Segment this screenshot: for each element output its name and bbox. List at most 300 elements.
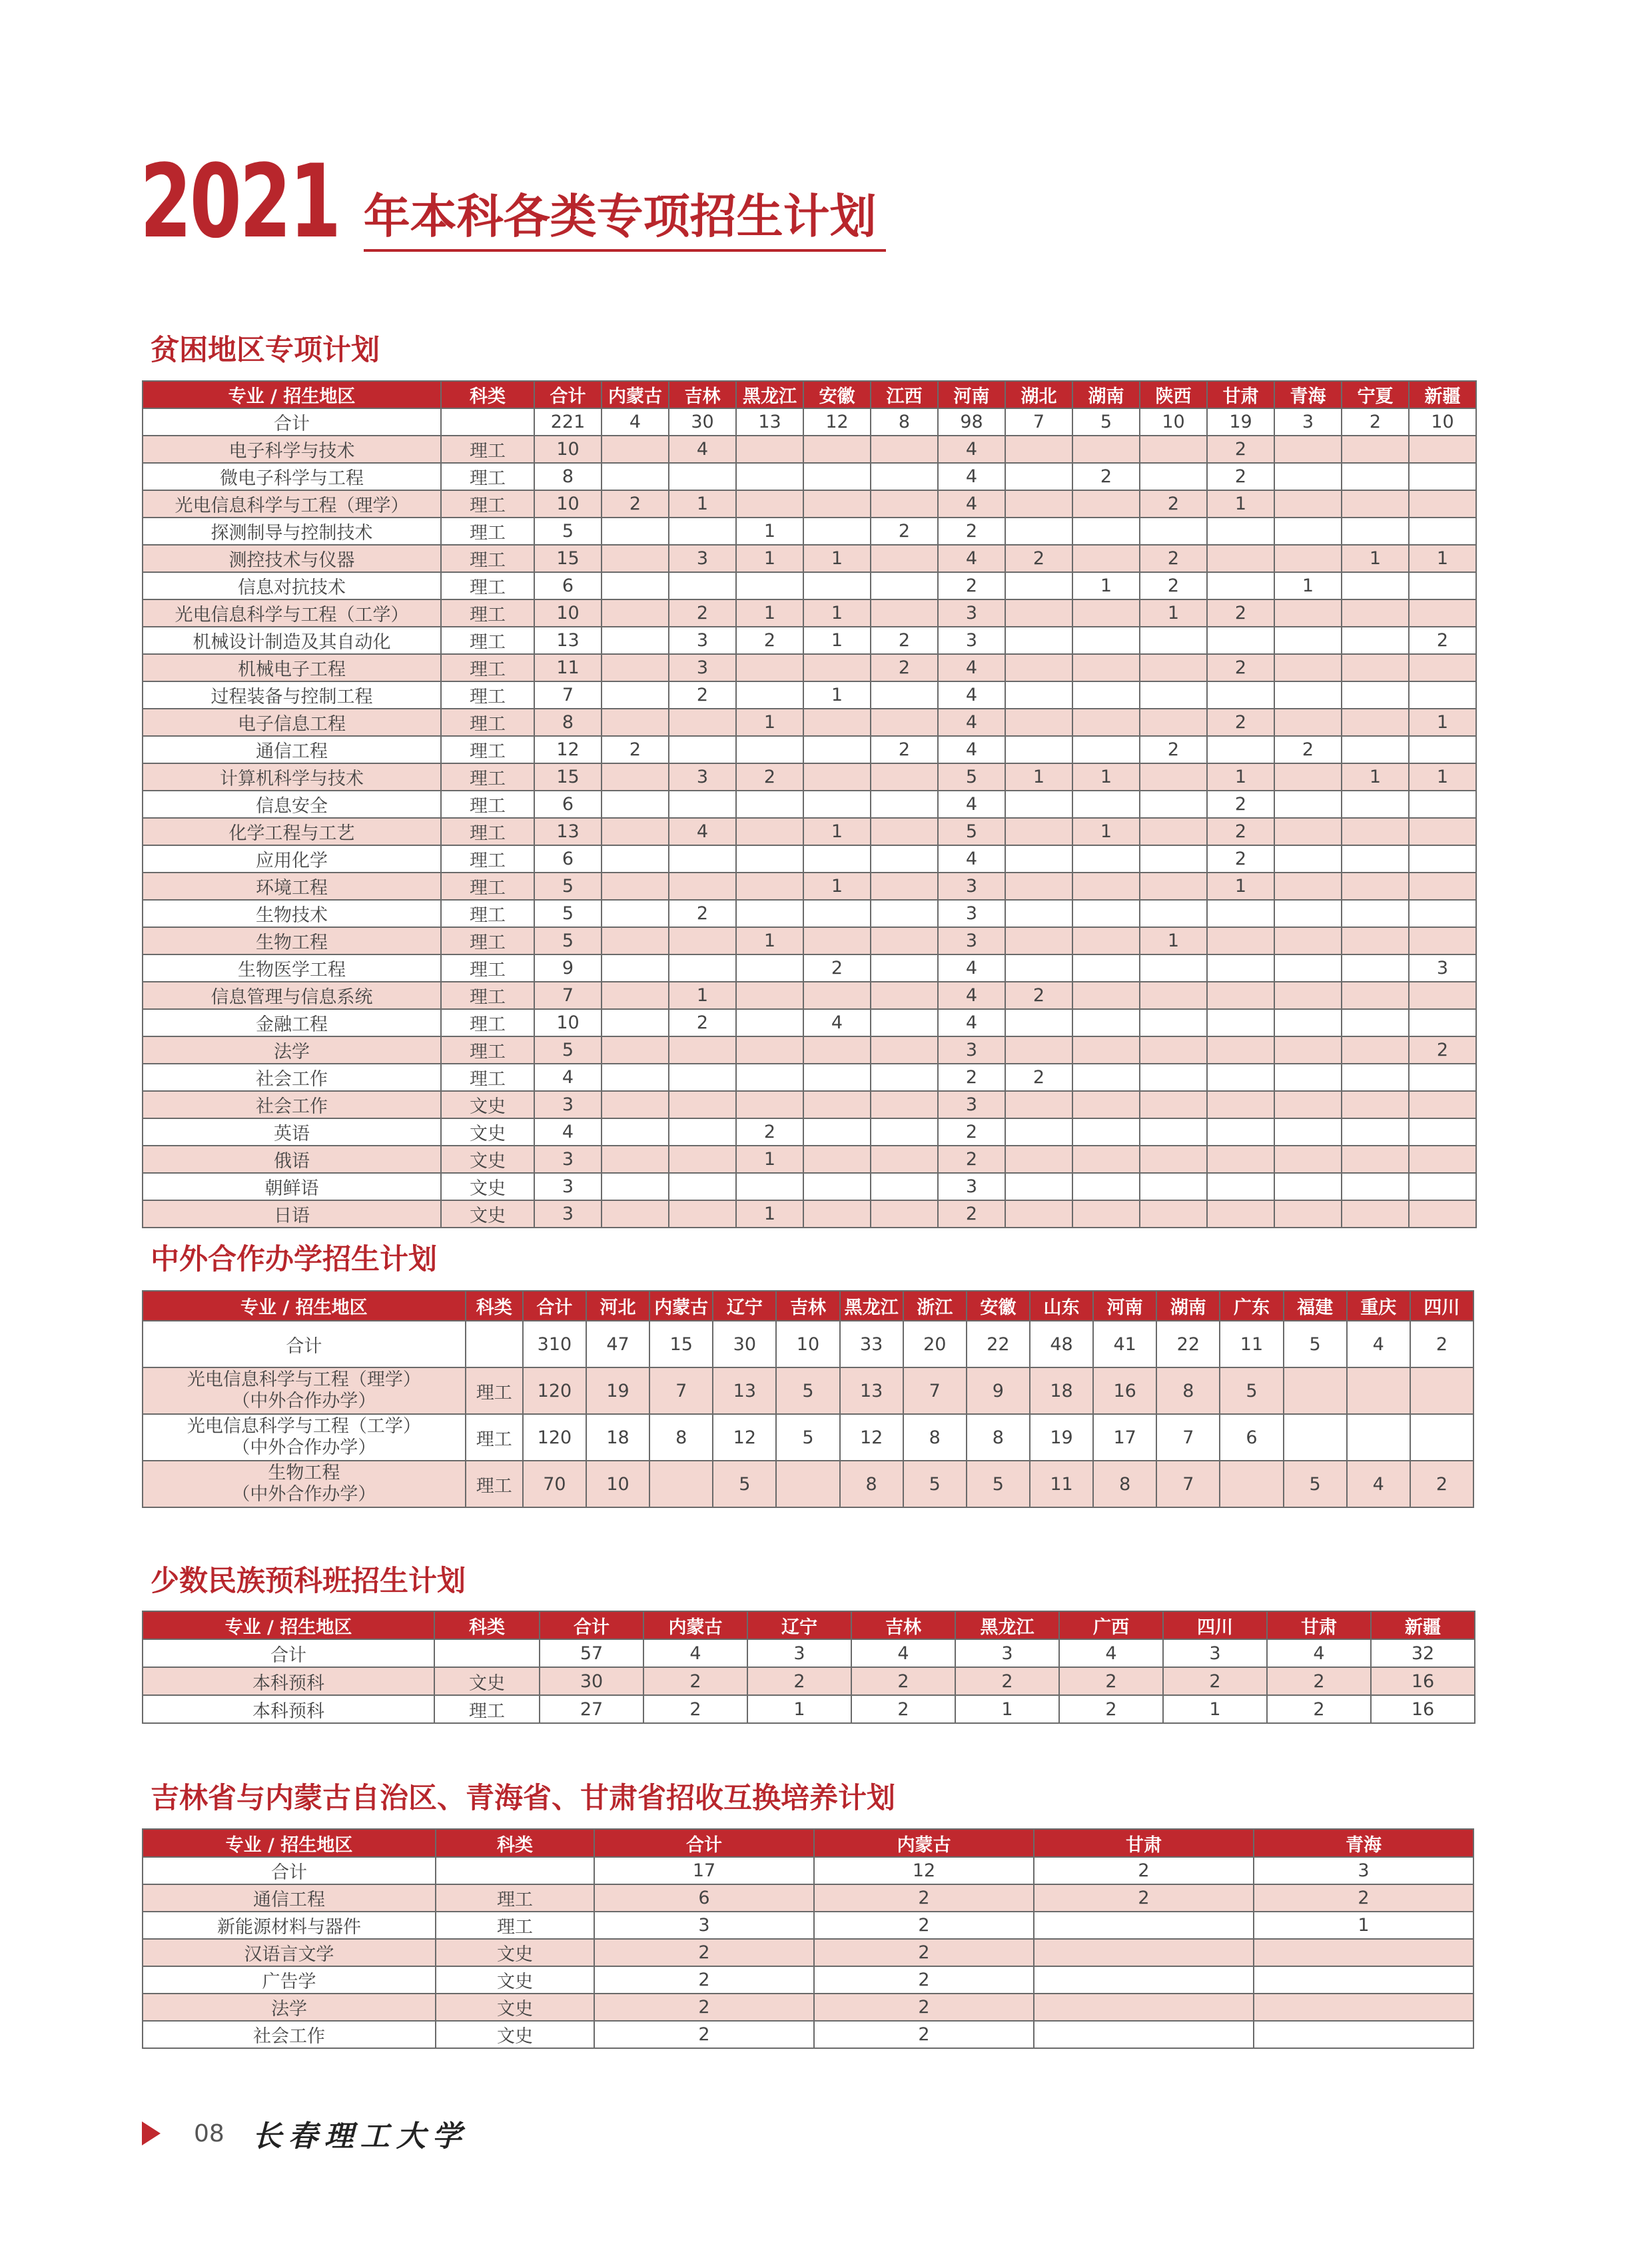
quota-cell: 120 [523,1367,586,1414]
quota-cell [1072,736,1140,763]
quota-cell [803,490,871,518]
quota-cell [1072,599,1140,627]
poverty-plan-table [142,380,1477,1228]
quota-cell [1342,627,1409,654]
column-header: 黑龙江 [840,1291,903,1321]
quota-cell [736,954,803,982]
table-row [143,599,1476,627]
quota-cell [1409,490,1476,518]
quota-cell: 2 [871,627,938,654]
quota-cell [871,1118,938,1146]
major-cell: 新能源材料与器件 [143,1912,436,1939]
quota-cell [1140,845,1207,873]
quota-cell: 1 [1072,572,1140,599]
quota-cell [669,463,736,490]
quota-cell: 1 [1342,545,1409,572]
table-row [143,1884,1473,1912]
quota-cell: 4 [534,1118,602,1146]
quota-cell: 1 [669,490,736,518]
quota-cell: 1 [1409,763,1476,791]
quota-cell [1284,1367,1347,1414]
quota-cell: 1 [1163,1695,1267,1723]
quota-cell [1409,463,1476,490]
quota-cell: 2 [1005,545,1072,572]
quota-cell: 3 [1254,1857,1473,1884]
quota-cell [871,709,938,736]
quota-cell [1072,709,1140,736]
quota-cell: 2 [1267,1667,1371,1695]
quota-cell [1207,954,1274,982]
quota-cell: 3 [938,627,1005,654]
quota-cell [1140,627,1207,654]
column-header: 甘肃 [1034,1829,1254,1857]
quota-cell [871,1036,938,1064]
quota-cell [1274,681,1342,709]
quota-cell [803,900,871,927]
category-cell: 文史 [441,1200,534,1228]
quota-cell [736,900,803,927]
quota-cell [871,954,938,982]
quota-cell [1207,927,1274,954]
quota-cell: 6 [534,845,602,873]
major-cell: 广告学 [143,1966,436,1994]
quota-cell: 1 [803,873,871,900]
quota-cell [871,490,938,518]
total-row [143,1321,1473,1367]
quota-cell [1274,818,1342,845]
quota-cell: 9 [534,954,602,982]
quota-cell [871,1009,938,1036]
quota-cell [1409,599,1476,627]
quota-cell [1072,927,1140,954]
category-cell: 理工 [441,873,534,900]
quota-cell [1342,490,1409,518]
quota-cell [1005,1036,1072,1064]
major-cell: 计算机科学与技术 [143,763,441,791]
quota-cell [1005,1091,1072,1118]
quota-cell: 12 [840,1414,903,1461]
quota-cell: 5 [938,818,1005,845]
quota-cell [1254,1994,1473,2021]
major-cell-line: 光电信息科学与工程（工学） [187,1416,421,1437]
quota-cell: 1 [1207,490,1274,518]
quota-cell [736,463,803,490]
quota-cell: 4 [938,490,1005,518]
quota-cell: 1 [1005,763,1072,791]
quota-cell [602,681,669,709]
quota-cell [1342,463,1409,490]
table-row [143,1091,1476,1118]
quota-cell: 4 [938,681,1005,709]
quota-cell [602,1173,669,1200]
quota-cell [1274,791,1342,818]
quota-cell: 2 [736,627,803,654]
table-row [143,572,1476,599]
quota-cell: 8 [840,1461,903,1507]
quota-cell [1005,791,1072,818]
column-header: 河南 [1093,1291,1156,1321]
quota-cell [1072,1091,1140,1118]
quota-cell: 4 [938,845,1005,873]
quota-cell: 2 [814,1884,1034,1912]
quota-cell: 2 [1034,1857,1254,1884]
major-cell: 合计 [143,408,441,436]
quota-cell [1274,599,1342,627]
quota-cell [1072,1146,1140,1173]
column-header: 宁夏 [1342,381,1409,408]
page-number: 08 [194,2119,224,2147]
column-header: 浙江 [903,1291,967,1321]
quota-cell: 1 [1409,709,1476,736]
quota-cell [1034,1994,1254,2021]
table-row [143,763,1476,791]
quota-cell: 1 [736,1200,803,1228]
quota-cell [1342,1009,1409,1036]
quota-cell [871,1091,938,1118]
table-row [143,709,1476,736]
category-cell: 文史 [436,1966,594,1994]
major-cell: 信息安全 [143,791,441,818]
quota-cell: 10 [534,436,602,463]
column-header: 辽宁 [713,1291,776,1321]
total-row [143,408,1476,436]
quota-cell: 2 [1163,1667,1267,1695]
major-cell-line: （中外合作办学） [232,1437,376,1458]
column-header: 福建 [1284,1291,1347,1321]
quota-cell [1409,1118,1476,1146]
quota-cell [1274,1200,1342,1228]
quota-cell [602,791,669,818]
quota-cell: 1 [803,599,871,627]
category-cell: 文史 [441,1173,534,1200]
quota-cell: 120 [523,1414,586,1461]
major-cell: 法学 [143,1036,441,1064]
quota-cell: 2 [1409,627,1476,654]
quota-cell: 2 [1207,845,1274,873]
column-header: 专业 / 招生地区 [143,1291,466,1321]
quota-cell: 1 [736,599,803,627]
quota-cell [1140,518,1207,545]
major-cell: 金融工程 [143,1009,441,1036]
quota-cell [1207,1118,1274,1146]
section-heading-sino-foreign: 中外合作办学招生计划 [151,1243,437,1276]
column-header: 科类 [441,381,534,408]
table-row [143,873,1476,900]
quota-cell: 2 [1342,408,1409,436]
quota-cell [1005,1146,1072,1173]
quota-cell [1207,982,1274,1009]
quota-cell: 3 [1409,954,1476,982]
quota-cell [803,845,871,873]
quota-cell [1207,681,1274,709]
quota-cell: 1 [1342,763,1409,791]
quota-cell: 4 [1347,1461,1410,1507]
quota-cell [669,736,736,763]
major-cell: 英语 [143,1118,441,1146]
category-cell: 理工 [441,763,534,791]
quota-cell: 4 [938,1009,1005,1036]
quota-cell [1207,1146,1274,1173]
quota-cell [736,982,803,1009]
quota-cell: 13 [840,1367,903,1414]
quota-cell [1005,463,1072,490]
quota-cell [602,900,669,927]
quota-cell [803,436,871,463]
quota-cell [736,873,803,900]
quota-cell: 2 [1207,654,1274,681]
quota-cell: 18 [586,1414,649,1461]
category-cell: 理工 [441,572,534,599]
major-cell: 通信工程 [143,1884,436,1912]
quota-cell [803,1118,871,1146]
quota-cell [669,791,736,818]
quota-cell [803,572,871,599]
quota-cell: 9 [967,1367,1030,1414]
quota-cell: 3 [669,545,736,572]
quota-cell: 4 [1059,1639,1163,1667]
major-cell: 机械设计制造及其自动化 [143,627,441,654]
quota-cell [602,436,669,463]
column-header: 吉林 [669,381,736,408]
quota-cell: 98 [938,408,1005,436]
quota-cell [1140,436,1207,463]
table-row [143,627,1476,654]
quota-cell [602,954,669,982]
quota-cell [1274,1091,1342,1118]
table-row [143,1667,1475,1695]
quota-cell [1409,518,1476,545]
category-cell: 理工 [441,1064,534,1091]
major-cell: 社会工作 [143,1091,441,1118]
category-cell: 理工 [441,845,534,873]
quota-cell [803,763,871,791]
quota-cell: 1 [1140,927,1207,954]
table-row [143,1173,1476,1200]
quota-cell: 2 [1207,818,1274,845]
quota-cell [1342,927,1409,954]
table-header-row [143,1829,1473,1857]
quota-cell: 3 [534,1173,602,1200]
column-header: 青海 [1254,1829,1473,1857]
table-row [143,463,1476,490]
quota-cell [1005,900,1072,927]
quota-cell [669,1146,736,1173]
category-cell: 理工 [441,927,534,954]
quota-cell: 19 [1207,408,1274,436]
quota-cell: 2 [871,518,938,545]
quota-cell: 16 [1371,1667,1475,1695]
category-cell: 理工 [441,463,534,490]
quota-cell: 2 [938,1118,1005,1146]
column-header: 黑龙江 [955,1611,1059,1639]
quota-cell: 3 [534,1091,602,1118]
quota-cell: 2 [938,518,1005,545]
major-cell-line: 生物工程 [268,1463,340,1483]
major-cell: 光电信息科学与工程（工学） [143,599,441,627]
quota-cell [803,1036,871,1064]
quota-cell: 2 [736,763,803,791]
quota-cell [871,681,938,709]
quota-cell [1342,709,1409,736]
quota-cell: 2 [1254,1884,1473,1912]
quota-cell [1410,1414,1473,1461]
quota-cell [736,791,803,818]
table-header-row [143,381,1476,408]
quota-cell [1409,654,1476,681]
quota-cell: 4 [669,818,736,845]
major-cell: 环境工程 [143,873,441,900]
quota-cell [1409,1009,1476,1036]
quota-cell: 3 [669,627,736,654]
quota-cell: 4 [602,408,669,436]
quota-cell [1409,818,1476,845]
table-row [143,1414,1473,1461]
quota-cell: 5 [534,873,602,900]
quota-cell: 310 [523,1321,586,1367]
quota-cell [1207,900,1274,927]
category-cell [466,1321,523,1367]
quota-cell: 2 [938,572,1005,599]
quota-cell [871,1173,938,1200]
quota-cell [736,845,803,873]
quota-cell [1207,518,1274,545]
quota-cell: 8 [903,1414,967,1461]
quota-cell [1342,654,1409,681]
category-cell: 理工 [441,654,534,681]
column-header: 专业 / 招生地区 [143,381,441,408]
quota-cell [1005,490,1072,518]
quota-cell [669,1064,736,1091]
section-heading-poverty: 贫困地区专项计划 [151,334,380,367]
quota-cell [803,1146,871,1173]
major-cell: 通信工程 [143,736,441,763]
quota-cell: 4 [938,654,1005,681]
quota-cell: 2 [938,1200,1005,1228]
quota-cell [602,845,669,873]
quota-cell [1005,709,1072,736]
quota-cell [1140,1036,1207,1064]
quota-cell [1274,627,1342,654]
table-row [143,736,1476,763]
column-header: 合计 [534,381,602,408]
quota-cell: 3 [955,1639,1059,1667]
quota-cell [1342,982,1409,1009]
quota-cell [1072,791,1140,818]
major-cell: 信息对抗技术 [143,572,441,599]
quota-cell: 8 [871,408,938,436]
quota-cell [1410,1367,1473,1414]
quota-cell: 2 [602,736,669,763]
quota-cell: 2 [1267,1695,1371,1723]
quota-cell [1207,736,1274,763]
quota-cell: 3 [747,1639,851,1667]
quota-cell: 1 [1409,545,1476,572]
table-row [143,1200,1476,1228]
quota-cell: 4 [938,736,1005,763]
quota-cell: 6 [534,791,602,818]
quota-cell: 2 [747,1667,851,1695]
table-row [143,436,1476,463]
quota-cell [1072,1173,1140,1200]
quota-cell: 2 [1410,1321,1473,1367]
total-row [143,1857,1473,1884]
column-header: 广东 [1220,1291,1283,1321]
quota-cell [1409,1173,1476,1200]
quota-cell: 4 [938,982,1005,1009]
category-cell: 理工 [466,1461,523,1507]
quota-cell [1072,1200,1140,1228]
quota-cell: 13 [534,627,602,654]
column-header: 湖北 [1005,381,1072,408]
quota-cell [1409,1064,1476,1091]
quota-cell: 2 [814,2021,1034,2048]
column-header: 专业 / 招生地区 [143,1611,434,1639]
quota-cell [1274,927,1342,954]
quota-cell: 7 [534,982,602,1009]
table-row [143,1367,1473,1414]
quota-cell: 10 [534,599,602,627]
quota-cell [736,436,803,463]
major-cell: 合计 [143,1857,436,1884]
quota-cell [1005,518,1072,545]
quota-cell [871,845,938,873]
quota-cell: 1 [1274,572,1342,599]
major-cell: 合计 [143,1639,434,1667]
quota-cell: 8 [1156,1367,1220,1414]
table-row [143,1461,1473,1507]
quota-cell [803,1091,871,1118]
quota-cell [602,518,669,545]
quota-cell: 5 [534,518,602,545]
quota-cell: 1 [747,1695,851,1723]
quota-cell: 2 [814,1966,1034,1994]
quota-cell [1342,599,1409,627]
quota-cell: 1 [1140,599,1207,627]
quota-cell: 2 [1207,791,1274,818]
quota-cell: 1 [803,818,871,845]
quota-cell [1005,1118,1072,1146]
column-header: 吉林 [776,1291,839,1321]
table-row [143,1146,1476,1173]
category-cell: 理工 [441,545,534,572]
quota-cell: 2 [871,736,938,763]
quota-cell [1274,845,1342,873]
quota-cell [1140,763,1207,791]
column-header: 内蒙古 [649,1291,713,1321]
quota-cell [871,927,938,954]
column-header: 甘肃 [1267,1611,1371,1639]
column-header: 广西 [1059,1611,1163,1639]
quota-cell [1034,1966,1254,1994]
quota-cell [1005,681,1072,709]
major-cell: 生物医学工程 [143,954,441,982]
quota-cell [1005,572,1072,599]
quota-cell [1005,627,1072,654]
quota-cell: 12 [713,1414,776,1461]
column-header: 甘肃 [1207,381,1274,408]
quota-cell [602,709,669,736]
quota-cell: 48 [1030,1321,1093,1367]
quota-cell [871,436,938,463]
quota-cell [1274,1146,1342,1173]
quota-cell: 1 [1207,873,1274,900]
quota-cell [1342,818,1409,845]
quota-cell: 3 [594,1912,814,1939]
quota-cell [1409,436,1476,463]
category-cell: 文史 [436,1994,594,2021]
quota-cell [1072,873,1140,900]
major-cell: 探测制导与控制技术 [143,518,441,545]
